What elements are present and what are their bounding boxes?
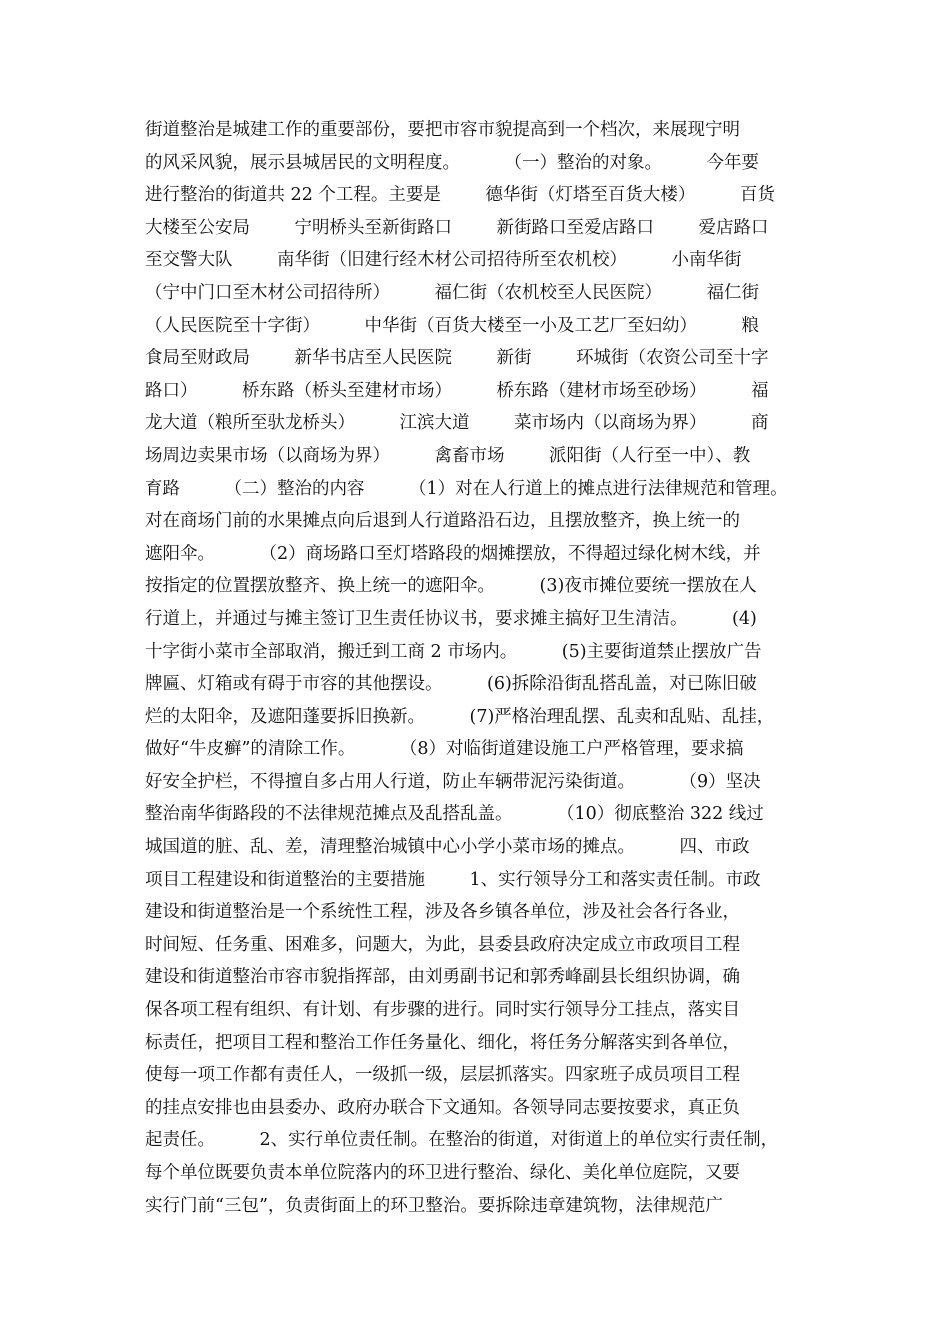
text-line: 进行整治的街道共 22 个工程。主要是 德华街（灯塔至百货大楼） 百货	[145, 185, 775, 206]
text-line: 起责任。 2、实行单位责任制。在整治的街道，对街道上的单位实行责任制，	[145, 1130, 779, 1151]
text-line: 街道整治是城建工作的重要部份，要把市容市貌提高到一个档次，来展现宁明	[145, 120, 740, 140]
body-text	[145, 114, 825, 1222]
text-line: 大楼至公安局 宁明桥头至新街路口 新街路口至爱店路口 爱店路口	[145, 217, 769, 238]
text-line: 食局至财政局 新华书店至人民医院 新街 环城街（农资公司至十字	[145, 348, 769, 369]
text-line: 十字街小菜市全部取消，搬迁到工商 2 市场内。 (5)主要街道禁止摆放广告	[145, 641, 762, 662]
text-line: （宁中门口至木材公司招待所） 福仁街（农机校至人民医院） 福仁街	[145, 282, 760, 303]
text-line: 按指定的位置摆放整齐、换上统一的遮阳伞。 (3)夜市摊位要统一摆放在人	[145, 576, 757, 597]
text-line: 育路 （二）整治的内容 （1）对在人行道上的摊点进行法律规范和管理。	[145, 478, 788, 499]
text-line: 龙大道（粮所至驮龙桥头） 江滨大道 菜市场内（以商场为界） 商	[145, 413, 769, 434]
text-line: 的风采风貌，展示县城居民的文明程度。 （一）整治的对象。 今年要	[145, 152, 760, 173]
text-line: 的挂点安排也由县委办、政府办联合下文通知。各领导同志要按要求，真正负	[145, 1097, 740, 1118]
text-line: 场周边卖果市场（以商场为界） 禽畜市场 派阳街（人行至一中）、教	[145, 445, 751, 466]
text-line: 遮阳伞。 （2）商场路口至灯塔路段的烟摊摆放，不得超过绿化树木线，并	[145, 543, 761, 564]
text-line: 至交警大队 南华街（旧建行经木材公司招待所至农机校） 小南华街	[145, 250, 742, 271]
text-line: 实行门前“三包”，负责街面上的环卫整治。要拆除违章建筑物，法律规范广	[145, 1195, 723, 1216]
text-line: 时间短、任务重、困难多，问题大，为此，县委县政府决定成立市政项目工程	[145, 934, 740, 955]
text-line: 标责任，把项目工程和整治工作任务量化、细化，将任务分解落实到各单位，	[145, 1032, 740, 1053]
text-line: 对在商场门前的水果摊点向后退到人行道路沿石边，且摆放整齐，换上统一的	[145, 511, 740, 532]
text-line: 行道上，并通过与摊主签订卫生责任协议书，要求摊主搞好卫生清洁。 (4)	[145, 608, 757, 629]
text-line: 建设和街道整治市容市貌指挥部，由刘勇副书记和郭秀峰副县长组织协调，确	[145, 967, 740, 988]
text-line: 建设和街道整治是一个系统性工程，涉及各乡镇各单位，涉及社会各行各业，	[145, 902, 740, 923]
text-line: 保各项工程有组织、有计划、有步骤的进行。同时实行领导分工挂点，落实目	[145, 1000, 740, 1021]
text-line: 每个单位既要负责本单位院落内的环卫进行整治、绿化、美化单位庭院，又要	[145, 1163, 740, 1183]
text-line: 整治南华街路段的不法律规范摊点及乱搭乱盖。 （10）彻底整治 322 线过	[145, 804, 764, 825]
text-line: 做好“牛皮癣”的清除工作。 （8）对临街道建设施工户严格管理，要求搞	[145, 739, 744, 760]
text-line: （人民医院至十字街） 中华街（百货大楼至一小及工艺厂至妇幼） 粮	[145, 315, 760, 336]
text-line: 路口） 桥东路（桥头至建材市场） 桥东路（建材市场至砂场） 福	[145, 380, 769, 401]
text-line: 使每一项工作都有责任人，一级抓一级，层层抓落实。四家班子成员项目工程	[145, 1065, 740, 1086]
text-line: 好安全护栏，不得擅自多占用人行道，防止车辆带泥污染街道。 （9）坚决	[145, 771, 761, 792]
text-line: 项目工程建设和街道整治的主要措施 1、实行领导分工和落实责任制。市政	[145, 869, 761, 890]
text-line: 城国道的脏、乱、差，清理整治城镇中心小学小菜市场的摊点。 四、市政	[145, 837, 750, 858]
text-line: 牌匾、灯箱或有碍于市容的其他摆设。 (6)拆除沿街乱搭乱盖，对已陈旧破	[145, 674, 757, 695]
text-line: 烂的太阳伞，及遮阳蓬要拆旧换新。 (7)严格治理乱摆、乱卖和乱贴、乱挂，	[145, 706, 775, 727]
